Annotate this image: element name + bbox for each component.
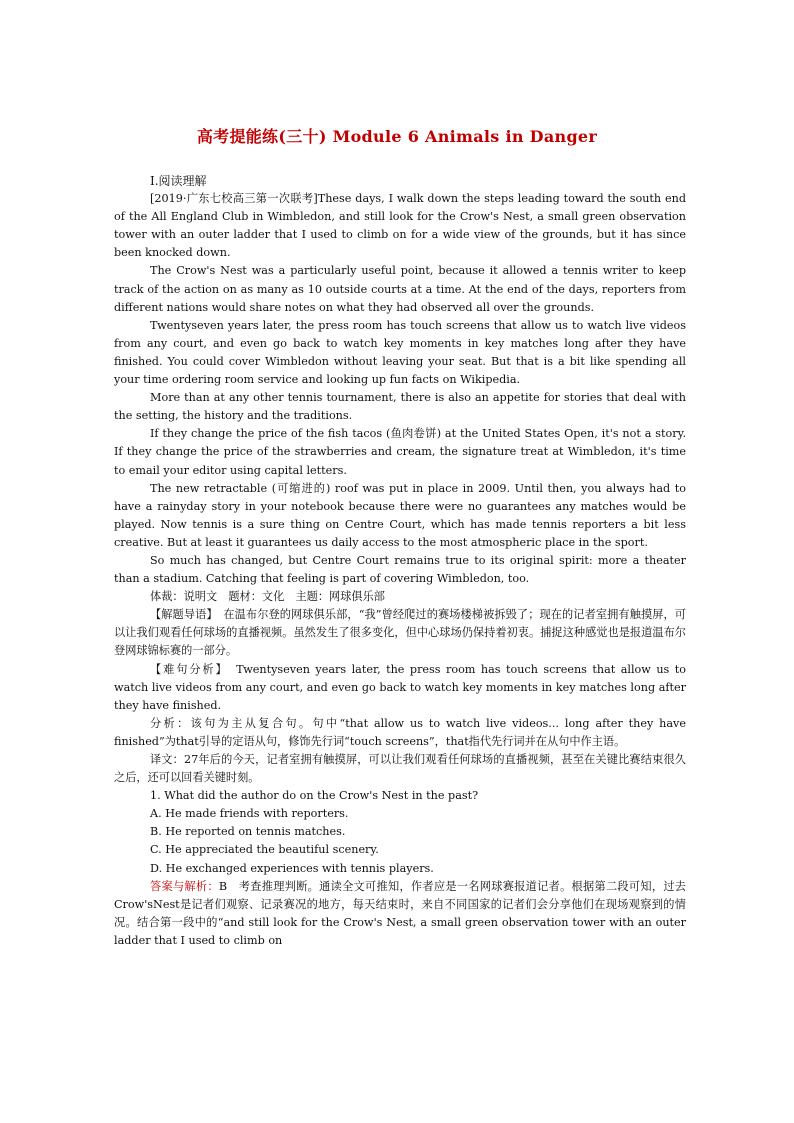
- option-c: C. He appreciated the beautiful scenery.: [150, 843, 379, 857]
- analysis-paragraph: 分析：该句为主从复合句。句中“that allow us to watch live videos... long after they have finished”为that引导的定语从句，修饰先行词“touch screens”，that指代先行词并在从句中作主语。: [114, 716, 686, 748]
- difficult-sentence-paragraph: [114, 661, 686, 715]
- guide-text: 在温布尔登的网球俱乐部，“我”曾经爬过的赛场楼梯被拆毁了；现在的记者室拥有触摸屏，可以让我们观看任何球场的直播视频。虽然发生了很多变化，但中心球场仍保持着初衷。捕捉这种感觉也是报道温布尔登网球锦标赛的一部分。: [114, 608, 686, 658]
- section-heading: Ⅰ.阅读理解: [150, 174, 207, 188]
- passage-paragraph-7: So much has changed, but Centre Court remains true to its original spirit: more a theater than a stadium. Catching that feeling is part of covering Wimbledon, too.: [114, 553, 686, 586]
- genre-line: 体裁：说明文 题材：文化 主题：网球俱乐部: [150, 590, 385, 604]
- source-note: [2019·广东七校高三第一次联考]: [150, 192, 318, 206]
- passage-paragraph-5: If they change the price of the fish tacos (鱼肉卷饼) at the United States Open, it's not a story. If they change the price of the strawberries and cream, the signature treat at Wimbledon, it's time to email your editor using capital letters.: [114, 427, 686, 477]
- answer-paragraph: [114, 878, 686, 950]
- guide-label: 【解题导语】: [150, 608, 213, 622]
- passage-paragraph-3: Twentyseven years later, the press room has touch screens that allow us to watch live videos from any court, and even go back to watch key moments in key matches long after they have finished. You could cover Wimbledon without leaving your seat. But that is a bit like spending all your time ordering room service and looking up fun facts on Wikipedia.: [114, 318, 686, 387]
- translation-paragraph: 译文：27年后的今天，记者室拥有触摸屏，可以让我们观看任何球场的直播视频，甚至在关键比赛结束很久之后，还可以回看关键时刻。: [114, 753, 686, 785]
- passage-paragraph-2: The Crow's Nest was a particularly useful point, because it allowed a tennis writer to keep track of the action on as many as 10 outside courts at a time. At the end of the days, reporters from different nations would share notes on what they had observed all over the grounds.: [114, 264, 686, 314]
- passage-paragraph-1: [2019·广东七校高三第一次联考]These days, I walk down the steps leading toward the south end of the All England Club in Wimbledon, and still look for the Crow's Nest, a small green observation tower with an outer ladder that I used to climb on for a wide view of the grounds, but it has since been knocked down.: [114, 192, 686, 260]
- option-b: B. He reported on tennis matches.: [150, 825, 346, 839]
- passage-paragraph-6: The new retractable (可缩进的) roof was put in place in 2009. Until then, you always had to have a rainyday story in your notebook because there were no guarantees any matches would be played. Now tennis is a sure thing on Centre Court, which has made tennis reporters a bit less creative. But at least it guarantees us daily access to the most atmospheric place in the sport.: [114, 481, 686, 549]
- guide-paragraph: [114, 606, 686, 660]
- page-title: 高考提能练(三十) Module 6 Animals in Danger: [196, 127, 598, 146]
- option-a: A. He made friends with reporters.: [150, 807, 349, 821]
- passage-paragraph-4: More than at any other tennis tournament, there is also an appetite for stories that deal with the setting, the history and the traditions.: [114, 391, 686, 423]
- question-stem: 1. What did the author do on the Crow's Nest in the past?: [150, 789, 479, 803]
- answer-text: B 考查推理判断。通读全文可推知，作者应是一名网球赛报道记者。根据第二段可知，过去Crow'sNest是记者们观察、记录赛况的地方，每天结束时，来自不同国家的记者们会分享他们在现场观察到的情况。结合第一段中的“and still look for the Crow's Nest, a small green observation tower with an outer ladder that I used to climb on: [114, 879, 686, 947]
- document-body: [114, 172, 686, 950]
- answer-label: 答案与解析：: [150, 879, 219, 893]
- difficult-text: Twentyseven years later, the press room has touch screens that allow us to watch live videos from any court, and even go back to watch key moments in key matches long after they have finished.: [114, 662, 686, 712]
- option-d: D. He exchanged experiences with tennis players.: [150, 861, 434, 875]
- difficult-label: 【难句分析】: [150, 662, 224, 676]
